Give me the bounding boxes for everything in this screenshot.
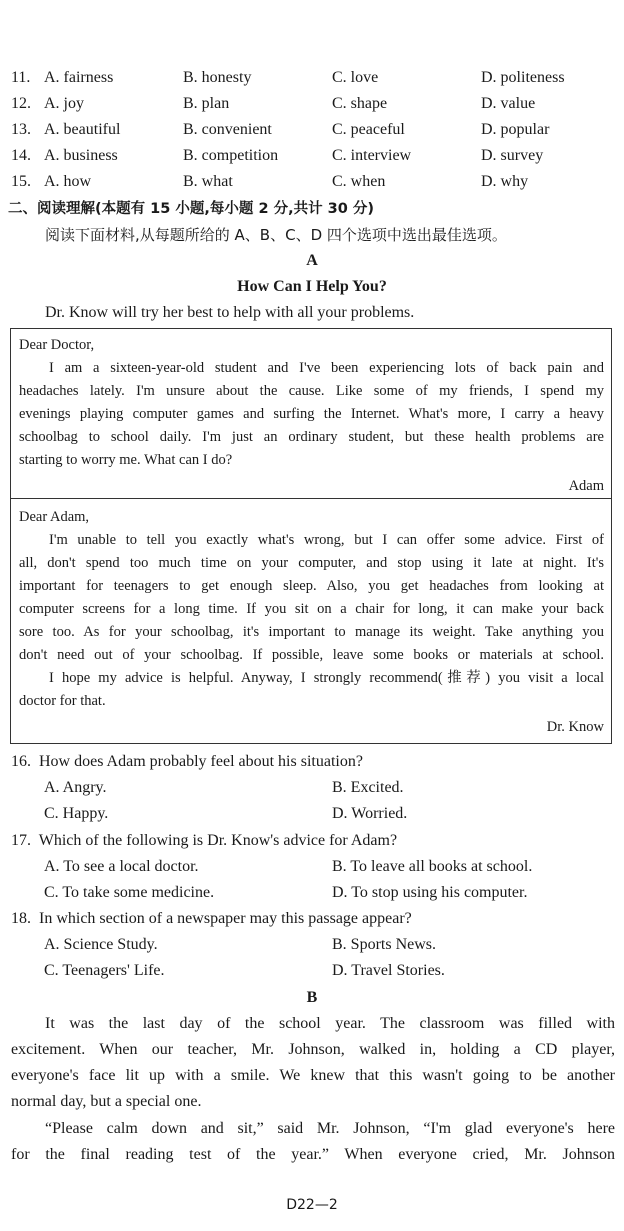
letter-greeting: Dear Doctor, — [19, 337, 95, 353]
passage-line: normal day, but a special one. — [11, 1093, 202, 1110]
option-d: D. Worried. — [332, 805, 408, 822]
question-number: 18. — [11, 910, 31, 927]
question-number: 17. — [11, 832, 31, 849]
mc-row-15 — [0, 169, 624, 195]
letter-line: computer screens for a long time. If you sit on a chair for long, it can make your back — [19, 601, 604, 617]
option-c: C. interview — [332, 147, 412, 164]
question-16 — [11, 749, 363, 775]
option-a: A. Science Study. — [44, 936, 158, 953]
option-d: D. why — [481, 173, 529, 190]
question-text: Which of the following is Dr. Know's advice for Adam? — [38, 832, 398, 849]
mc-row-12 — [0, 91, 624, 117]
letter-line: sore too. As for your schoolbag, it's important to manage its weight. Take anything you — [19, 624, 604, 640]
question-17 — [11, 828, 397, 854]
letter-line: starting to worry me. What can I do? — [19, 452, 233, 468]
mc-row-14 — [0, 143, 624, 169]
letter-line: all, don't spend too much time on your computer, and stop using it late at night. It's — [19, 555, 604, 571]
question-number: 12. — [11, 95, 31, 112]
option-a: A. Angry. — [44, 779, 107, 796]
question-number: 11. — [11, 69, 31, 86]
option-c: C. Happy. — [44, 805, 109, 822]
option-a: A. fairness — [44, 69, 114, 86]
letter-signature: Adam — [568, 478, 604, 494]
letter-greeting: Dear Adam, — [19, 509, 90, 525]
letter-line: I hope my advice is helpful. Anyway, I strongly recommend(推荐) you visit a local — [49, 670, 604, 686]
option-c: C. Teenagers' Life. — [44, 962, 165, 979]
question-number: 13. — [11, 121, 31, 138]
option-c: C. love — [332, 69, 379, 86]
question-number: 16. — [11, 753, 31, 770]
letter-line: important for teenagers to get enough sleep. Also, you get headaches from looking at — [19, 578, 604, 594]
letter-line: I am a sixteen-year-old student and I've been experiencing lots of back pain and — [49, 360, 604, 376]
letter-line: I'm unable to tell you exactly what's wrong, but I can offer some advice. First of — [49, 532, 604, 548]
passage-line: everyone's face lit up with a smile. We knew that this wasn't going to be another — [11, 1067, 615, 1084]
question-number: 14. — [11, 147, 31, 164]
letter-line: don't need out of your schoolbag. If possible, leave some books or materials at school. — [19, 647, 604, 663]
passage-label: B — [306, 989, 318, 1006]
option-a: A. beautiful — [44, 121, 121, 138]
question-text: In which section of a newspaper may this passage appear? — [39, 910, 412, 927]
option-a: A. To see a local doctor. — [44, 858, 199, 875]
question-number: 15. — [11, 173, 31, 190]
section-heading: 二、阅读理解(本题有 15 小题,每小题 2 分,共计 30 分) — [8, 201, 375, 217]
letter-line: doctor for that. — [19, 693, 106, 709]
passage-title: How Can I Help You? — [237, 278, 387, 295]
passage-line: excitement. When our teacher, Mr. Johnson, walked in, holding a CD player, — [11, 1041, 615, 1058]
option-d: D. politeness — [481, 69, 565, 86]
passage-line: “Please calm down and sit,” said Mr. Johnson, “I'm glad everyone's here — [45, 1120, 615, 1137]
mc-row-11 — [0, 65, 624, 91]
letter-box — [10, 498, 612, 744]
option-b: B. Excited. — [332, 779, 404, 796]
option-b: B. honesty — [183, 69, 252, 86]
option-d: D. To stop using his computer. — [332, 884, 528, 901]
page-number: D22—2 — [286, 1197, 338, 1213]
option-c: C. peaceful — [332, 121, 405, 138]
letter-line: headaches lately. I'm unsure about the cause. Like some of my friends, I spend my — [19, 383, 604, 399]
option-d: D. survey — [481, 147, 544, 164]
option-a: A. business — [44, 147, 118, 164]
section-instruction: 阅读下面材料,从每题所给的 A、B、C、D 四个选项中选出最佳选项。 — [45, 226, 507, 244]
mc-row-13 — [0, 117, 624, 143]
option-c: C. when — [332, 173, 386, 190]
question-text: How does Adam probably feel about his situation? — [39, 753, 363, 770]
passage-intro: Dr. Know will try her best to help with all your problems. — [45, 304, 415, 321]
option-b: B. what — [183, 173, 233, 190]
option-a: A. joy — [44, 95, 84, 112]
option-d: D. Travel Stories. — [332, 962, 445, 979]
option-a: A. how — [44, 173, 92, 190]
passage-label: A — [306, 252, 318, 269]
option-b: B. Sports News. — [332, 936, 437, 953]
option-d: D. popular — [481, 121, 550, 138]
option-b: B. convenient — [183, 121, 272, 138]
option-d: D. value — [481, 95, 536, 112]
letter-line: evenings playing computer games and surfing the Internet. What's more, I carry a heavy — [19, 406, 604, 422]
letter-signature: Dr. Know — [546, 719, 604, 735]
option-c: C. shape — [332, 95, 388, 112]
question-18 — [11, 906, 412, 932]
passage-line: for the final reading test of the year.” When everyone cried, Mr. Johnson — [11, 1146, 615, 1163]
option-c: C. To take some medicine. — [44, 884, 215, 901]
letter-line: schoolbag to school daily. I'm just an ordinary student, but these health problems are — [19, 429, 604, 445]
letter-box — [10, 328, 612, 499]
option-b: B. plan — [183, 95, 230, 112]
option-b: B. competition — [183, 147, 279, 164]
passage-line: It was the last day of the school year. The classroom was filled with — [45, 1015, 615, 1032]
option-b: B. To leave all books at school. — [332, 858, 533, 875]
